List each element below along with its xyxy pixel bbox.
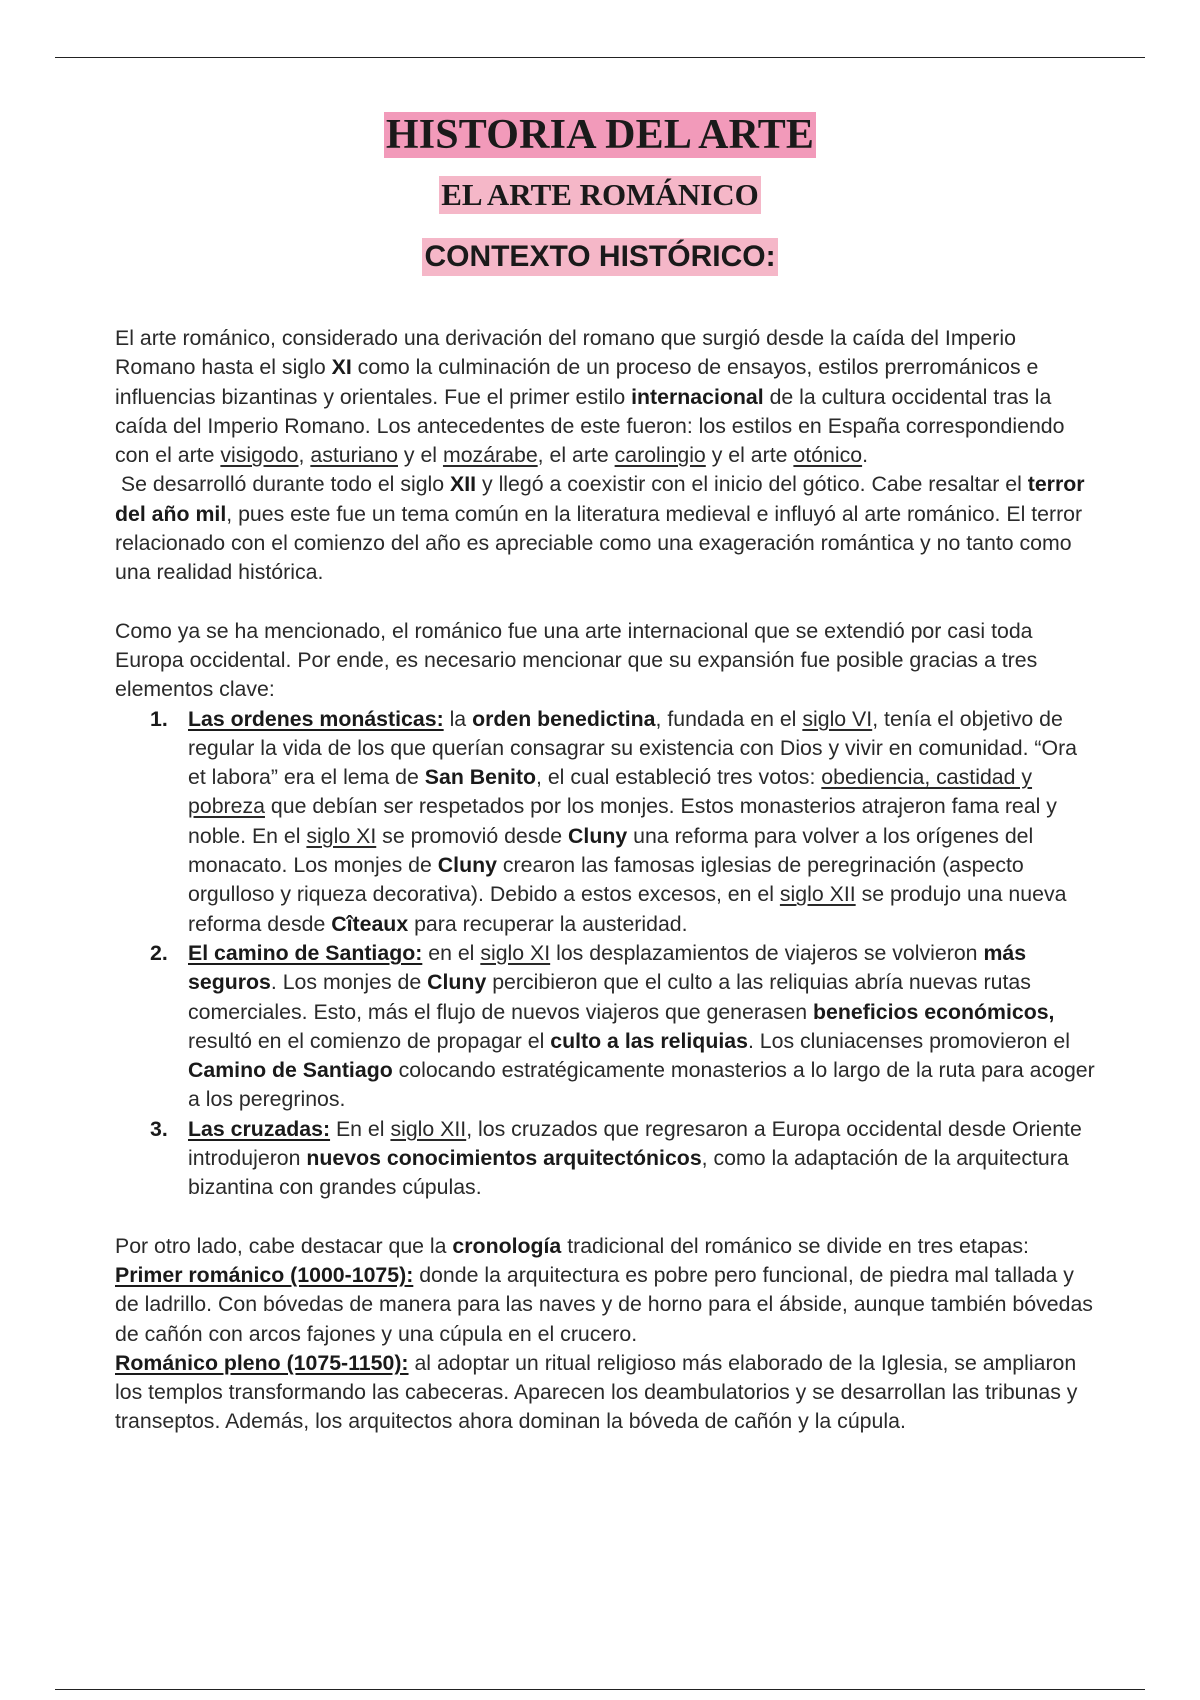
list-item bbox=[150, 1115, 1095, 1203]
bold-text: Camino de Santiago bbox=[188, 1058, 393, 1083]
stage-label: Románico pleno (1075-1150): bbox=[115, 1350, 409, 1375]
bold-text: culto a las reliquias bbox=[550, 1028, 748, 1053]
text-run: , fundada en el bbox=[655, 706, 803, 731]
text-run: de la cultura occidental tras la caída del Imperio Romano. Los antecedentes de este fueron: los estilos en España correspondiendo con el arte bbox=[115, 384, 1065, 468]
underlined-text: siglo VI bbox=[802, 706, 873, 731]
text-run: se promovió desde bbox=[376, 823, 569, 848]
text-run: al adoptar un ritual religioso más elaborado de la Iglesia, se ampliaron los templos transformando las cabeceras. Aparecen los deambulatorios y se desarrollan las tribunas y transeptos. Además, los arquitectos ahora dominan la bóveda de cañón y la cúpula. bbox=[115, 1350, 1078, 1434]
text-run: la bbox=[443, 706, 473, 731]
bold-text: Cîteaux bbox=[331, 911, 409, 936]
list-number: 1. bbox=[150, 706, 168, 731]
paragraph-romanico-pleno bbox=[115, 1349, 1095, 1437]
text-run: , el cual estableció tres votos: bbox=[536, 765, 822, 790]
underlined-text: carolingio bbox=[614, 443, 706, 468]
list-item bbox=[150, 705, 1095, 939]
text-run: resultó en el comienzo de propagar el bbox=[188, 1028, 551, 1053]
underlined-text: obediencia, castidad y pobreza bbox=[188, 765, 1033, 819]
top-rule bbox=[55, 57, 1145, 58]
text-run: , los cruzados que regresaron a Europa occidental desde Oriente introdujeron bbox=[188, 1116, 1082, 1171]
document-body bbox=[115, 324, 1095, 1437]
paragraph-intro bbox=[115, 324, 1095, 470]
text-run: colocando estratégicamente monasterios a lo largo de la ruta para acoger a los peregrinos. bbox=[188, 1058, 1095, 1112]
text-run: , el arte bbox=[537, 443, 615, 468]
text-run: , pues este fue un tema común en la literatura medieval e influyó al arte románico. El terror relacionado con el comienzo del año es apreciable como una exageración romántica y no tanto como una realidad histórica. bbox=[115, 501, 1089, 585]
text-run: . Los cluniacenses promovieron el bbox=[747, 1028, 1070, 1053]
underlined-text: siglo XII bbox=[779, 882, 856, 907]
title-block bbox=[0, 112, 1200, 276]
stage-label: Primer románico (1000-1075): bbox=[115, 1262, 414, 1287]
text-run: crearon las famosas iglesias de peregrinación (aspecto orgulloso y riqueza decorativa). Debido a estos excesos, en el bbox=[188, 853, 1024, 907]
underlined-text: asturiano bbox=[310, 443, 398, 468]
underlined-text: siglo XI bbox=[480, 940, 551, 965]
paragraph-gap bbox=[115, 588, 1095, 617]
list-item-title: Las ordenes monásticas: bbox=[188, 706, 444, 731]
text-run: como la culminación de un proceso de ensayos, estilos prerrománicos e influencias bizantinas y orientales. Fue el primer estilo bbox=[115, 355, 1039, 409]
list-number: 2. bbox=[150, 940, 168, 965]
paragraph-gap bbox=[115, 1203, 1095, 1232]
text-run: El arte románico, considerado una derivación del romano que surgió desde la caída del Imperio Romano hasta el siglo bbox=[115, 326, 1016, 380]
list-item-title: El camino de Santiago: bbox=[188, 940, 423, 965]
list-number: 3. bbox=[150, 1116, 168, 1141]
underlined-text: otónico bbox=[793, 443, 863, 468]
bold-text: cronología bbox=[452, 1233, 562, 1258]
document-subtitle: EL ARTE ROMÁNICO bbox=[441, 177, 759, 212]
text-run: , como la adaptación de la arquitectura bizantina con grandes cúpulas. bbox=[188, 1146, 1069, 1200]
text-run: , tenía el objetivo de regular la vida de los que querían consagrar su existencia con Dios y vivir en comunidad. “Ora et labora” era el lema de bbox=[188, 706, 1078, 790]
underlined-text: siglo XI bbox=[306, 823, 377, 848]
text-run: una reforma para volver a los orígenes del monacato. Los monjes de bbox=[188, 823, 1034, 878]
bold-text: beneficios económicos, bbox=[813, 999, 1055, 1024]
text-run: tradicional del románico se divide en tres etapas: bbox=[561, 1233, 1029, 1258]
bold-text: terror del año mil bbox=[115, 472, 1091, 526]
bottom-rule bbox=[55, 1689, 1145, 1690]
section-heading: CONTEXTO HISTÓRICO: bbox=[422, 238, 777, 276]
text-run: se produjo una nueva reforma desde bbox=[188, 882, 1067, 936]
text-run: Por otro lado, cabe destacar que la bbox=[115, 1233, 453, 1258]
text-run: . Los monjes de bbox=[270, 970, 428, 995]
text-run: y el arte bbox=[705, 443, 794, 468]
text-run: En el bbox=[330, 1116, 391, 1141]
text-run: y llegó a coexistir con el inicio del gótico. Cabe resaltar el bbox=[476, 472, 1028, 497]
bold-text: Cluny bbox=[568, 823, 628, 848]
text-run: los desplazamientos de viajeros se volvieron bbox=[550, 940, 984, 965]
text-run: . bbox=[862, 443, 868, 468]
paragraph-expansion: Como ya se ha mencionado, el románico fue una arte internacional que se extendió por casi toda Europa occidental. Por ende, es necesario mencionar que su expansión fue posible gracias a tres elementos clave: bbox=[115, 618, 1038, 702]
bold-text: XII bbox=[450, 472, 477, 497]
bold-text: Cluny bbox=[427, 970, 487, 995]
bold-text: internacional bbox=[631, 384, 764, 409]
underlined-text: mozárabe bbox=[442, 443, 538, 468]
bold-text: más seguros bbox=[188, 940, 1027, 995]
underlined-text: visigodo bbox=[220, 443, 299, 468]
text-run: en el bbox=[422, 940, 481, 965]
key-elements-list bbox=[115, 705, 1095, 1203]
text-run: , bbox=[298, 443, 311, 468]
text-run: que debían ser respetados por los monjes. Estos monasterios atrajeron fama real y noble. En el bbox=[188, 794, 1057, 848]
bold-text: orden benedictina bbox=[472, 706, 656, 731]
document-title: HISTORIA DEL ARTE bbox=[385, 112, 815, 158]
bold-text: Cluny bbox=[437, 853, 497, 878]
text-run: para recuperar la austeridad. bbox=[408, 911, 688, 936]
paragraph-chronology bbox=[115, 1232, 1095, 1261]
bold-text: XI bbox=[331, 355, 352, 380]
text-run: percibieron que el culto a las reliquias abría nuevas rutas comerciales. Esto, más el flujo de nuevos viajeros que generasen bbox=[188, 970, 1031, 1024]
underlined-text: siglo XII bbox=[390, 1116, 467, 1141]
list-item-title: Las cruzadas: bbox=[188, 1116, 331, 1141]
bold-text: nuevos conocimientos arquitectónicos bbox=[306, 1146, 702, 1171]
text-run: donde la arquitectura es pobre pero funcional, de piedra mal tallada y de ladrillo. Con bóvedas de manera para las naves y de horno para el ábside, aunque también bóvedas de cañón con arcos fajones y una cúpula en el crucero. bbox=[115, 1262, 1093, 1346]
paragraph-siglo-xii bbox=[115, 470, 1095, 587]
paragraph-primer-romanico bbox=[115, 1261, 1095, 1349]
list-item bbox=[150, 939, 1095, 1115]
text-run: Se desarrolló durante todo el siglo bbox=[115, 472, 451, 497]
text-run: y el bbox=[397, 443, 443, 468]
bold-text: San Benito bbox=[424, 765, 536, 790]
